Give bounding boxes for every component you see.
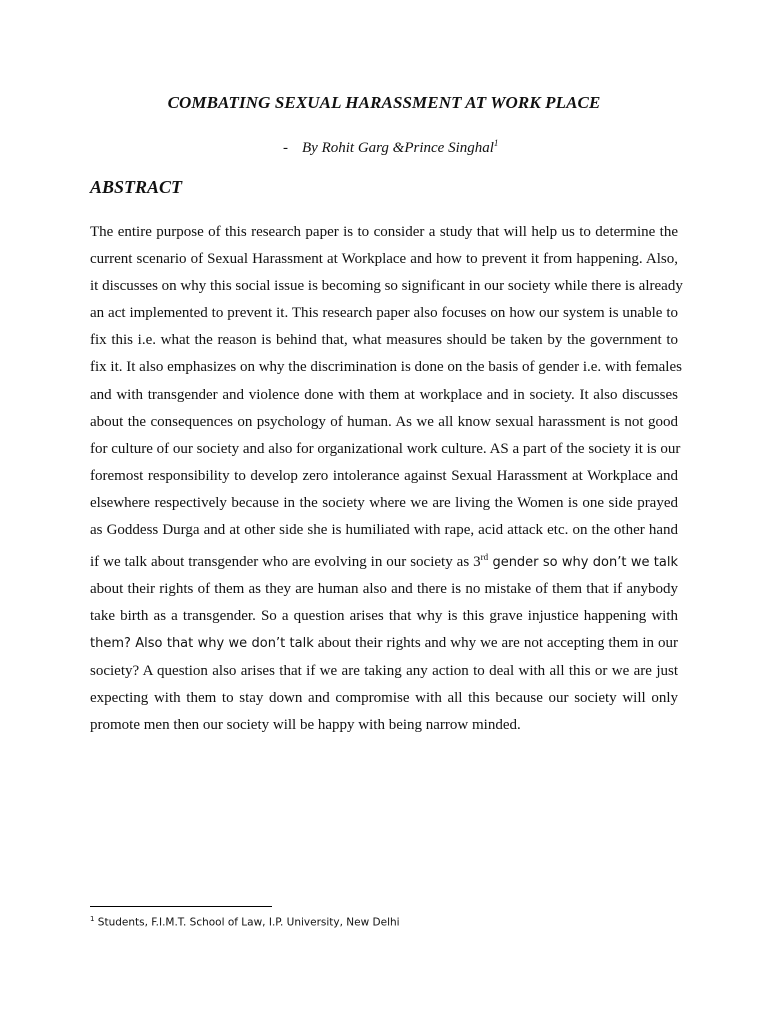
abstract-line: as Goddess Durga and at other side she is humiliated with rape, acid attack etc. on the other hand <box>90 522 678 539</box>
abstract-line: about their rights of them as they are human also and there is no mistake of them that if anybody <box>90 581 678 598</box>
abstract-line: about the consequences on psychology of human. As we all know sexual harassment is not good <box>90 413 678 430</box>
byline-dash: - <box>283 140 288 156</box>
abstract-line: it discusses on why this social issue is becoming so significant in our society while there is already <box>90 278 683 295</box>
line-text: gender so why don’t we talk <box>488 555 678 571</box>
byline-footnote-mark: 1 <box>493 138 499 148</box>
byline-authors: By Rohit Garg &Prince Singhal <box>302 140 494 156</box>
abstract-line: society? A question also arises that if we are taking any action to deal with all this or we are just <box>90 662 678 679</box>
abstract-line <box>90 544 678 576</box>
line-text: if we talk about transgender who are evolving in our society as 3 <box>90 554 481 571</box>
abstract-line: fix it. It also emphasizes on why the discrimination is done on the basis of gender i.e. with females <box>90 359 682 376</box>
abstract-line: elsewhere respectively because in the society where we are living the Women is one side prayed <box>90 494 678 511</box>
footnote <box>90 915 400 929</box>
abstract-line: fix this i.e. what the reason is behind that, what measures should be taken by the government to <box>90 332 678 349</box>
footnote-mark: 1 <box>90 915 95 923</box>
abstract-line: foremost responsibility to develop zero intolerance against Sexual Harassment at Workplace and <box>90 467 678 484</box>
abstract-line: take birth as a transgender. So a question arises that why is this grave injustice happening with <box>90 608 678 625</box>
line-text: about their rights and why we are not accepting them in our <box>313 635 678 652</box>
abstract-body <box>90 219 683 739</box>
paper-title: COMBATING SEXUAL HARASSMENT AT WORK PLACE <box>167 93 601 112</box>
abstract-line: The entire purpose of this research paper is to consider a study that will help us to determine the <box>90 224 678 240</box>
abstract-line: and with transgender and violence done with them at workplace and in society. It also discusses <box>90 386 678 403</box>
abstract-line: an act implemented to prevent it. This research paper also focuses on how our system is unable to <box>90 305 678 322</box>
ordinal-suffix: rd <box>480 552 489 563</box>
abstract-line: for culture of our society and also for organizational work culture. AS a part of the society it is our <box>90 440 681 457</box>
footnote-separator <box>90 906 272 907</box>
abstract-heading: ABSTRACT <box>90 177 183 197</box>
abstract-line <box>90 630 678 657</box>
author-byline <box>283 138 498 157</box>
abstract-line: expecting with them to stay down and compromise with all this because our society will only <box>90 689 678 706</box>
abstract-line: promote men then our society will be happy with being narrow minded. <box>90 716 521 733</box>
abstract-line: current scenario of Sexual Harassment at Workplace and how to prevent it from happening. Also, <box>90 251 678 268</box>
footnote-text: Students, F.I.M.T. School of Law, I.P. University, New Delhi <box>94 916 400 929</box>
line-text: them? Also that why we don’t talk <box>90 636 314 652</box>
